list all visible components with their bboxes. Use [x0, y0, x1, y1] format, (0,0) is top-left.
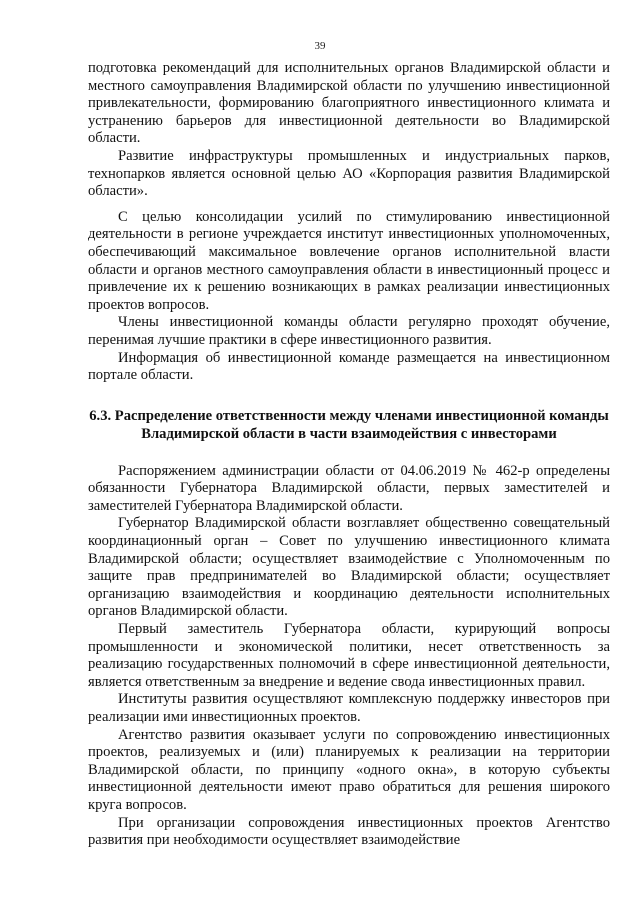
section-heading: 6.3. Распределение ответственности между членами инвестиционной команды Владимирской области в части взаимодействия с инвесторами: [89, 407, 609, 442]
paragraph-development-agency: Агентство развития оказывает услуги по сопровождению инвестиционных проектов, реализуемых и (или) планируемых к реализации на территории Владимирской области, по принципу «одного окна», в которую субъекты инвестиционной деятельности имеют право обратиться для решения широкого круга вопросов.: [88, 726, 610, 813]
paragraph-team-training: Члены инвестиционной команды области регулярно проходят обучение, перенимая лучшие практики в сфере инвестиционного развития.: [88, 314, 610, 348]
page-number: 39: [314, 40, 326, 52]
paragraph-portal-info: Информация об инвестиционной команде размещается на инвестиционном портале области.: [88, 349, 610, 384]
paragraph-infrastructure: Развитие инфраструктуры промышленных и индустриальных парков, технопарков является основной целью АО «Корпорация развития Владимирской области».: [88, 147, 610, 200]
paragraph-order: Распоряжением администрации области от 04.06.2019 № 462-р определены обязанности Губернатора Владимирской области, первых заместителей и заместителей Губернатора Владимирской области.: [88, 462, 610, 514]
paragraph-first-deputy: Первый заместитель Губернатора области, курирующий вопросы промышленности и экономической политики, несет ответственность за реализацию государственных полномочий в сфере инвестиционной деятельности, является ответственным за внедрение и ведение свода инвестиционных правил.: [88, 621, 610, 690]
document-body: [88, 60, 610, 850]
paragraph-investment-commissioners: С целью консолидации усилий по стимулированию инвестиционной деятельности в регионе учреждается институт инвестиционных уполномоченных, обеспечивающий максимальное вовлечение органов исполнительной власти области и органов местного самоуправления области в инвестиционный процесс и привлечение их к решению возникающих в рамках реализации инвестиционных проектов вопросов.: [88, 208, 610, 313]
paragraph-development-institutes: Институты развития осуществляют комплексную поддержку инвесторов при реализации ими инвестиционных проектов.: [88, 691, 610, 725]
paragraph-project-support: При организации сопровождения инвестиционных проектов Агентство развития при необходимости осуществляет взаимодействие: [88, 814, 610, 849]
paragraph-governor: Губернатор Владимирской области возглавляет общественно совещательный координационный орган – Совет по улучшению инвестиционного климата Владимирской области; осуществляет взаимодействие с Уполномоченным по защите прав предпринимателей во Владимирской области; осуществляет организацию взаимодействия и координацию деятельности исполнительных органов Владимирской области.: [88, 515, 610, 620]
paragraph-recommendations-continuation: подготовка рекомендаций для исполнительных органов Владимирской области и местного самоуправления Владимирской области по улучшению инвестиционной привлекательности, формированию благоприятного инвестиционного климата и устранению барьеров для инвестиционной деятельности во Владимирской области.: [88, 60, 610, 147]
